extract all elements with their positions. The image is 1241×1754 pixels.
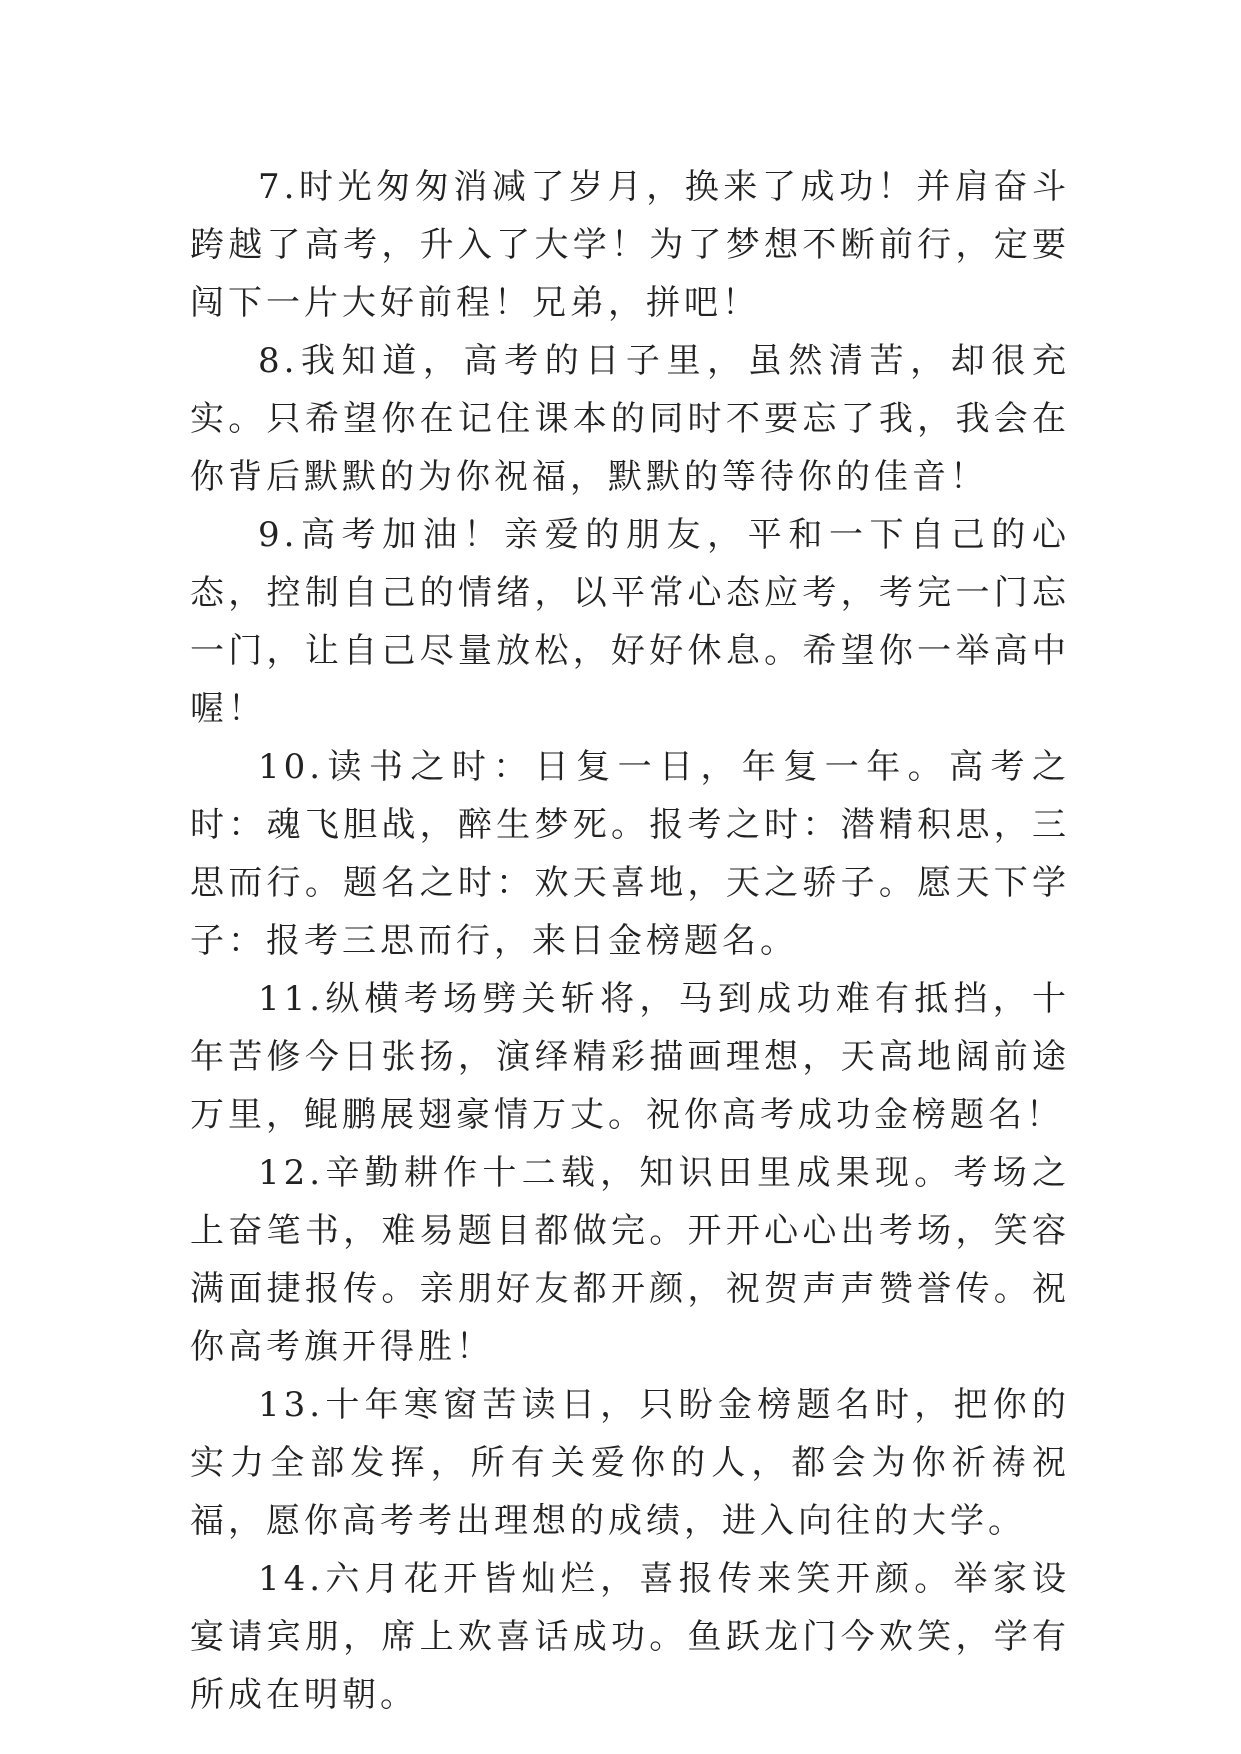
paragraph-9: 9.高考加油！亲爱的朋友，平和一下自己的心态，控制自己的情绪，以平常心态应考，考完一门忘一门，让自己尽量放松，好好休息。希望你一举高中喔！: [190, 515, 1070, 729]
paragraph-10: 10.读书之时：日复一日，年复一年。高考之时：魂飞胆战，醉生梦死。报考之时：潜精积思，三思而行。题名之时：欢天喜地，天之骄子。愿天下学子：报考三思而行，来日金榜题名。: [190, 747, 1070, 961]
document-body: [190, 158, 1070, 1724]
paragraph-8: 8.我知道，高考的日子里，虽然清苦，却很充实。只希望你在记住课本的同时不要忘了我，我会在你背后默默的为你祝福，默默的等待你的佳音！: [190, 341, 1070, 497]
paragraph-7: 7.时光匆匆消减了岁月，换来了成功！并肩奋斗跨越了高考，升入了大学！为了梦想不断前行，定要闯下一片大好前程！兄弟，拼吧！: [190, 167, 1070, 323]
paragraph-13: 13.十年寒窗苦读日，只盼金榜题名时，把你的实力全部发挥，所有关爱你的人，都会为你祈祷祝福，愿你高考考出理想的成绩，进入向往的大学。: [190, 1385, 1070, 1541]
paragraph-14: 14.六月花开皆灿烂，喜报传来笑开颜。举家设宴请宾朋，席上欢喜话成功。鱼跃龙门今欢笑，学有所成在明朝。: [190, 1559, 1070, 1715]
paragraph-12: 12.辛勤耕作十二载，知识田里成果现。考场之上奋笔书，难易题目都做完。开开心心出考场，笑容满面捷报传。亲朋好友都开颜，祝贺声声赞誉传。祝你高考旗开得胜！: [190, 1153, 1070, 1367]
paragraph-11: 11.纵横考场劈关斩将，马到成功难有抵挡，十年苦修今日张扬，演绎精彩描画理想，天高地阔前途万里，鲲鹏展翅豪情万丈。祝你高考成功金榜题名！: [190, 979, 1070, 1135]
